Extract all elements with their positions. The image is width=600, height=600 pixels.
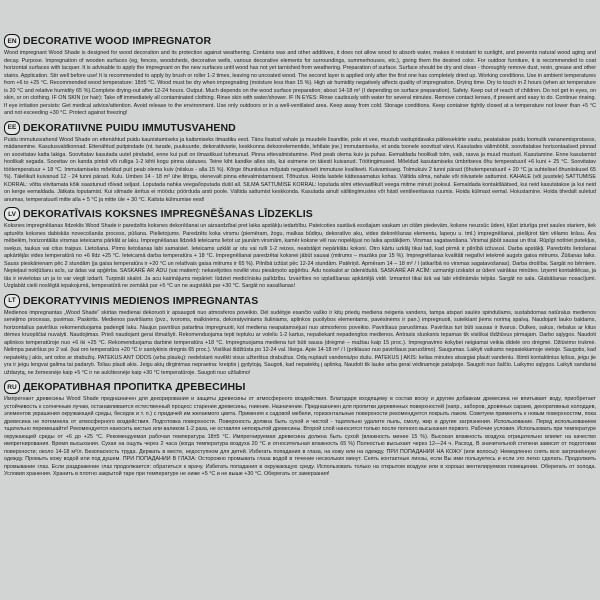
section-title: DEKORATYVINIS MEDIENOS IMPREGNANTAS	[23, 294, 259, 307]
language-badge-icon: EN	[4, 34, 20, 48]
section-en	[4, 34, 596, 118]
section-heading	[4, 294, 596, 308]
language-badge-icon: LV	[4, 207, 20, 221]
section-heading	[4, 207, 596, 221]
section-body-text: Wood impregnant Wood Shade is designed for wood decoration and its protection against weathering. Contains wax and other additives, it does not allow wood to absorb water, makes it resistant to sunlight, and prevents natural wood aging and decay. Purpose. Impregnation of wooden surfaces (eg, fences, woodsheds, decorative wells, various decorative elements for surroundings, summerhouses, etc.), giving them the desired color. For outdoor furniture, it is recommended to coat horizontal surfaces with lacquer. It is advisable to apply the impregnant on the new surfaces until wood has not yet tarnished from weathering. Preparation of surface. Surface should be dry and clean - thoroughly remove dust, resin, grease and other stains. Application. Stir well before use! It is recommended to apply by brush or roller 1-2 times, leaving no uncoated wood. The second layer is applied only after the first one has completely dried up. Working conditions. Use in ambient temperatures from +6 to +25 °C. Recommended wood temperature: 18±5 °C. Wood must be dry when impregnating (moisture less than 15 %). High air humidity negatively affects quality of impregnation. Drying time. Dry to touch in 2 hours (when air temperature is 20 °C and relative humidity 65 %).Complete drying-out after 12-24 hours. Output. Much depends on the wood surface preparation; about 14-18 m² (I depending on surface preparation). Safety. Keep out of reach of children. Do not get in eyes, on skin, or on clothing. IF ON SKIN (or hair): Take off immediately all contaminated clothing. Rinse skin with water/shower. IF IN EYES: Rinse cautiously with water for several minutes. Remove contact lenses, if present and easy to do. Continue rinsing. If eye irritation persists: Get medical advice/attention. Avoid release to the environment. Use only outdoors or in a well-ventilated area. Keep away from cold. Storage conditions. Keep container tightly closed at a temperature not lower than +5 °C and not exceeding +30 °C. Protect against freezing!	[4, 50, 596, 116]
language-badge-icon: LT	[4, 294, 20, 308]
section-title: ДЕКОРАТИВНАЯ ПРОПИТКА ДРЕВЕСИНЫ	[23, 381, 246, 393]
section-lv	[4, 207, 596, 291]
section-body-text: Puidu immutusvahend Wood Shade on ettenähtud puidu kaunistamiseks ja kaitsmiseks ilmastiku eest. Tänu lisatud vahale ja muudele lisandite, pole et vee, muutub vastupidavaks päikesekiirte vastu, peatatakse puidu loomulik vananemisprotsess, mädanemine. Kasutusvaldkonnad. Ettenähtud puitpindade (nt. tarade, puukuurde, dekoratiivsete, keskkonna dekoorelementide, lehtlate jne.) immutamiseks, et anda toonele soovitud värvi. Kasutades välimööbli, soovitatakse horisontaalsed pinnad on soovitatav katta lakiga. Soovitatav kasutada uutel pindadel, enne kui puit on ilmastikust tuhmunud. Pinna ettevalmistamine. Pind peab olema kuiv ja puhas. Eemaldada hoolikalt tolm, vaik, rasva ja muud mustust. Kasutamine. Enne kasutamist hoolikalt segada. Soovitav on kanda pintsli või rulliga 1-2 kihti kogu pinna ulatuses. Teine kiht kandke alles siis, kui esimene on täiesti kuivanud. Töötingimused. Mõeldud kasutamiseks ümbritseva õhu temperatuuril +6 kuni + 25 °C. Soovitatav töötemperatuur + 18 °C. Immutamiseks mõeldud puit peab olema kuiv (niiskus - alla 15 %). Kõrge õhuniiskus mõjutab negatiivselt immutuse kvaliteeti. Kuivamisaeg. Tolmukuiv 2 tunni pärast (õhutemperatuuril + 20 °C ja suhtelisel õhuniiskusel 65 %). Täielikult kuivanud 12 - 24 tunni pärast. Kulu. Umbes 14 - 18 m² ühe liitriga, olenevalt pinna ettevalmistamisest. Tõhustus. Hoida lastele kättesaamatus kohas. Vältida silma, nahale või riiivastele sattumist. KAHALE (või juustele) SATTUMISE KORRAL: võtta viivitamata kõik saastunud rõivad seljast. Loputada nahka veega/loputada dušil all. SILMA SATTUMISE KORRAL: loputada silmi ettevaatlikult veega mitme minuti jooksul. Eemaldada kontaktläätsed, kui neid kasutatakse ja kui neid on kerge eemaldada. Jätkata loputamist. Kui silmade ärritus ei möödu: pöörduda arsti poole. Vältida sattumist keskkonda. Kasutada ainult välitingimustes või hästi ventileeritavas ruumis. Hoida külmast eemal. Hoiustamine. Hoida tihedalt suletud anumas, temperatuuril mitte alla + 5 °C ja mitte üle + 30 °C. Kaitsta külmumise eest!	[4, 136, 596, 203]
language-badge-icon: RU	[4, 380, 20, 394]
section-title: DEKORATĪVAIS KOKSNES IMPREGNĒŠANAS LĪDZEKLIS	[23, 208, 313, 220]
section-lt	[4, 294, 596, 378]
section-body-text: Medienos impregnantas „Wood Shade“ skirtas medienai dekoruoti ir apsaugoti nuo atmosferos poveikio. Dėl sudėtyje esančio vaško ir kitų priedų mediena neigeria vandens, tampa atspari saulės spinduliams, sustabdomas natūralus medienos senėjimo procesas, puvimas. Paskirtis. Medienos paviršiams (pvz., tvoroms, malkinėms, dekoratyviniams šuliniams, aplinkos puošybos elementams, pavėsinėms ir pan.) impregnuoti, suteikiant jiems norimą spalvą. Naudojant lauko baldams, horizontalius paviršius rekomenduojama padengti laku. Naujus paviršius patartina impregnuoti, kol mediena neapatamsėjusi nuo atmosferos poveikio. Paviršiaus paruošimas. Paviršius turi būti sausas ir švarus. Dulkes, sakus, riebalus ar kitus dėmes kruopščiai nuvalyti. Naudojimas. Prieš naudojant gerai išmaišyti. Rekomenduojama tepti teptuku ar voleliu 1-2 kartus, nepaliekant nepadengtos medienos. Antrasis sluoksnis tepamas tik visiškai išdžiūvus pirmajam. Darbo sąlygos. Naudoti aplinkos temperatūroje nuo +6 iki +25 °C. Rekomenduojama darbinė temperatūra +18 °C. Impregnuojama mediena turi būti sausa (drėgmė – mažiau kaip 15 proc.). Impregnavimo kokybei neigiamai veikia didelė oro drėgmė. Džiūvimo trukmė. Nelimpa paviršius po 2 val. (kai oro temperatūra +20 °C ir santykinis drėgnis 65 proc.). Visiškai išdžiūsta po 12-24 val. Išeiga. Apie 14-18 m² / l (priklauso nuo paviršiaus paruošimo). Saugumas. Laikyti vaikams nepasiekiamoje vietoje. Saugotis, kad nepatektų į akis, ant odos ar drabužių. PATEKUS ANT ODOS (arba plaukų): nedelsiant nuvilkti visus užterštus drabužius. Odą nuplauti vandeniu/po dušu. PATEKUS Į AKIS: kelias minutes atsargiai plauti vandeniu. Išimti kontaktinius lęšius, jeigu jie yra ir jeigu lengvai galima tai padaryti. Toliau plauti akis. Jeigu akių dirginimas nepraeina: kreiptis į gydytoją. Saugoti, kad nepatektų į aplinką. Naudoti tik lauke arba gerai vėdinamoje patalpoje. Saugoti nuo šalčio. Laikymo sąlygos. Laikyti sandariai uždarytą, ne žemesnėje kaip +5 °C ir ne aukštesnėje kaip +30 °C temperatūroje. Saugoti nuo užšalimo!	[4, 309, 596, 376]
language-badge-icon: EE	[4, 121, 20, 135]
section-body-text: Koksnes impregnēšanas līdzeklis Wood Shade ir paredzēts koksnes dekorēšanai un aizsardzībai pret laika apstākļu iedarbību. Pateicoties sastāvā esošajam vaskam un citām piedevām, koksne neuzsūc ūdeni, kļūst izturīga pret saules stariem, tiek apturēts koksnes dabiskās novecošanās process, pūšana. Pielietojums. Paredzēts koka virsmu (piemēram, žogu, malkas būdiņu, dekoratīvo aku, vides dekorēšanas elementu, lapeņu u. tml.) impregnēšanai, piešķirot tām vēlamo krāsu. Āra mēbelēm, horizontālās virsmas ieteicams pārklāt ar laku. Impregnēšanas līdzekli ieteicams lietot uz jaunām virsmām, kamēr koksne vēl nav nopelējusi no laika apstākļiem. Virsmas sagatavošana. Virsmai jābūt sausai un tīrai. Rūpīgi notīriet putekļus, sveķus, taukus vai citus traipus. Lietošana. Pirms lietošanas labi samaisiet. Ieteicams uzklāt ar otu vai rulli 1-2 reizes, neatstājot nepārklātu koksni. Otro kārtu uzklāj tikai tad, kad pirmā ir pilnībā izžuvusi. Darba apstākļi. Paredzēts lietošanai apkārtējās vides temperatūrā no +6 līdz +25 °C. Ieteicamā darba temperatūra + 18 °C. Impregnēšanai paredzētai koksnei jābūt sausai (mitrums – mazāks par 15 %). Impregnēšanas kvalitāti negatīvi ietekmē augsts gaisa mitrums. Žūšanas laiks. Sauss pieskārienam pēc 2 stundām (ja gaisa temperatūra ir +20 °C un relatīvais gaisa mitrums ir 65 %). Pilnībā izžūst pēc 12-24 stundām. Patēriņš. Apmēram 14 – 18 m² / l (atkarībā no virsmas sagatavošanas). Darba drošība. Sargāt no bērniem. Nepieļaut nokļūšanu acīs, uz ādas vai apģērba. SASKARĒ AR ĀDU (vai matiem): nekavējoties novilkt visu piesārņoto apģērbu. Ādu noskalot ar ūdeni/dušā. SASKARĒ AR ACĪM: uzmanīgi izskalot ar ūdeni vairākas minūtes. Izņemt kontaktlēcas, ja tās ir ievietotas un ja to var viegli izdarīt. Turpināt skalot. Ja acu kairinājums nepāriet: lūdziet medicīnisku palīdzību. Izvairīties no izplatīšanas apkārtējā vidē. Izmantot tikai ārā vai labi vēdināmās telpās. Sargāt no sala. Glabāšanas nosacījumi. Uzglabāt cieši noslēgtā iepakojumā, temperatūrā ne zemākā par +5 °C un ne augstākā par +30 °C. Sargāt no sasalšanas!	[4, 223, 596, 289]
section-heading	[4, 121, 596, 135]
section-ru	[4, 380, 596, 479]
section-body-text: Импрегнант древесины Wood Shade предназначен для декорирования и защиты древесины от атмосферного воздействия. Благодаря входящему в состав воску и другим добавкам древесина не впитывает воду, приобретает устойчивость к солнечным лучам, останавливается естественный процесс старения древесины, гниение. Назначение. Предназначен для пропитки деревянных поверхностей (напр., заборов, дровяных сараев, декоративных колодцев, элементов украшения окружающей среды, беседок и т. п.) с придачей им желаемого цвета. Применяя к садовой мебели, горизонтальные поверхности рекомендуется покрыть лаком. Советуем применять к новым поверхностям, пока древесина не потемнела от атмосферного воздействия. Подготовка поверхности. Поверхность должна быть сухой и чистой - тщательно удалите пыль, смолу, жир и другие загрязнения. Использование. Перед использованием тщательно перемешайте! Рекомендуется наносить кистью или валиком 1-2 раза, не оставляя непокрытой древесины. Второй слой наносится только после полного высыхания первого. Рабочие условия. Использовать при температуре окружающей среды от +6 до +25 °C. Рекомендуемая рабочая температура 18±5 °C. Импрегнируемая древесина должна быть сухой (влажность менее 15 %). Высокая влажность воздуха отрицательно влияет на качество импрегнирования. Время высыхания. Сухая на ощупь через 2 часа (когда температура воздуха 20 °C и относительная влажность 65 %) Полностью высыхает через 12—24 ч. Расход. В значительной степени зависит от подготовки поверхности; около 14-18 м²/л. Безопасность труда. Держать в месте, недоступном для детей. Избегать попадания в глаза, на кожу или на одежду. ПРИ ПОПАДАНИИ НА КОЖУ (или волосы): Немедленно снять всю загрязнённую одежду. Промыть кожу водой или под душем. ПРИ ПОПАДАНИИ В ГЛАЗА: Осторожно промывать глаза водой в течение нескольких минут. Снять контактные линзы, если Вы ими пользуетесь и если это легко сделать. Продолжить промывание глаз. Если раздражение глаз продолжается: обратиться к врачу. Избегать попадания в окружающую среду. Использовать только на открытом воздухе или в хорошо вентилируемом помещении. Оберегать от холода. Условия хранения. Хранить в плотно закрытой таре при температуре не ниже +5 °C и не выше +30 °C. Оберегать от замерзания!	[4, 396, 596, 477]
section-heading	[4, 380, 596, 394]
section-ee	[4, 121, 596, 205]
section-title: DECORATIVE WOOD IMPREGNATOR	[23, 35, 212, 47]
section-heading	[4, 34, 596, 48]
section-title: DEKORATIIVNE PUIDU IMMUTUSVAHEND	[23, 121, 236, 134]
